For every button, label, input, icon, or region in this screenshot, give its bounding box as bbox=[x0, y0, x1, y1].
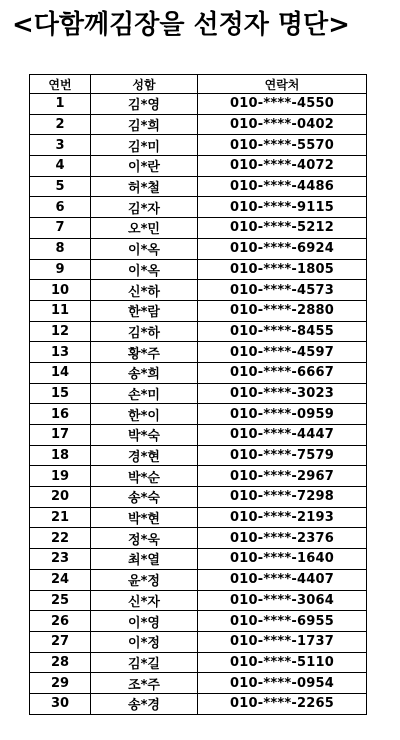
phone-number: 010-****-9115 bbox=[198, 197, 367, 218]
member-name: 이*옥 bbox=[91, 238, 198, 259]
page-title: <다함께김장을 선정자 명단> bbox=[12, 10, 350, 40]
table-row bbox=[30, 300, 367, 321]
row-number: 2 bbox=[30, 114, 91, 135]
member-name: 윤*정 bbox=[91, 569, 198, 590]
column-header-number: 연번 bbox=[30, 75, 91, 94]
phone-number: 010-****-0402 bbox=[198, 114, 367, 135]
phone-number: 010-****-8455 bbox=[198, 321, 367, 342]
row-number: 13 bbox=[30, 342, 91, 363]
row-number: 11 bbox=[30, 300, 91, 321]
table-row bbox=[30, 528, 367, 549]
member-name: 허*철 bbox=[91, 176, 198, 197]
table-row bbox=[30, 673, 367, 694]
row-number: 19 bbox=[30, 466, 91, 487]
row-number: 27 bbox=[30, 631, 91, 652]
row-number: 10 bbox=[30, 280, 91, 301]
row-number: 7 bbox=[30, 218, 91, 239]
row-number: 6 bbox=[30, 197, 91, 218]
member-name: 이*란 bbox=[91, 156, 198, 177]
member-name: 이*정 bbox=[91, 631, 198, 652]
row-number: 24 bbox=[30, 569, 91, 590]
table-row bbox=[30, 362, 367, 383]
member-name: 김*자 bbox=[91, 197, 198, 218]
phone-number: 010-****-4550 bbox=[198, 94, 367, 115]
member-name: 송*숙 bbox=[91, 487, 198, 508]
phone-number: 010-****-6955 bbox=[198, 611, 367, 632]
row-number: 16 bbox=[30, 404, 91, 425]
column-header-phone: 연락처 bbox=[198, 75, 367, 94]
roster-table bbox=[29, 74, 367, 715]
table-row bbox=[30, 569, 367, 590]
phone-number: 010-****-2265 bbox=[198, 693, 367, 714]
phone-number: 010-****-6924 bbox=[198, 238, 367, 259]
phone-number: 010-****-2967 bbox=[198, 466, 367, 487]
member-name: 김*영 bbox=[91, 94, 198, 115]
table-row bbox=[30, 342, 367, 363]
table-row bbox=[30, 114, 367, 135]
row-number: 4 bbox=[30, 156, 91, 177]
row-number: 21 bbox=[30, 507, 91, 528]
member-name: 오*민 bbox=[91, 218, 198, 239]
header-row bbox=[30, 75, 367, 94]
table-row bbox=[30, 135, 367, 156]
table-row bbox=[30, 280, 367, 301]
phone-number: 010-****-4072 bbox=[198, 156, 367, 177]
member-name: 김*희 bbox=[91, 114, 198, 135]
member-name: 박*순 bbox=[91, 466, 198, 487]
phone-number: 010-****-3023 bbox=[198, 383, 367, 404]
row-number: 14 bbox=[30, 362, 91, 383]
phone-number: 010-****-7579 bbox=[198, 445, 367, 466]
phone-number: 010-****-2193 bbox=[198, 507, 367, 528]
member-name: 박*현 bbox=[91, 507, 198, 528]
table-row bbox=[30, 425, 367, 446]
row-number: 29 bbox=[30, 673, 91, 694]
phone-number: 010-****-5110 bbox=[198, 652, 367, 673]
table-row bbox=[30, 238, 367, 259]
table-row bbox=[30, 156, 367, 177]
phone-number: 010-****-5570 bbox=[198, 135, 367, 156]
member-name: 이*영 bbox=[91, 611, 198, 632]
row-number: 25 bbox=[30, 590, 91, 611]
row-number: 20 bbox=[30, 487, 91, 508]
table-row bbox=[30, 321, 367, 342]
row-number: 28 bbox=[30, 652, 91, 673]
member-name: 조*주 bbox=[91, 673, 198, 694]
member-name: 손*미 bbox=[91, 383, 198, 404]
table-row bbox=[30, 383, 367, 404]
phone-number: 010-****-6667 bbox=[198, 362, 367, 383]
member-name: 한*람 bbox=[91, 300, 198, 321]
table-row bbox=[30, 590, 367, 611]
table-row bbox=[30, 507, 367, 528]
member-name: 신*자 bbox=[91, 590, 198, 611]
table-row bbox=[30, 259, 367, 280]
member-name: 김*하 bbox=[91, 321, 198, 342]
member-name: 김*길 bbox=[91, 652, 198, 673]
member-name: 송*경 bbox=[91, 693, 198, 714]
row-number: 18 bbox=[30, 445, 91, 466]
phone-number: 010-****-7298 bbox=[198, 487, 367, 508]
row-number: 15 bbox=[30, 383, 91, 404]
member-name: 신*하 bbox=[91, 280, 198, 301]
row-number: 23 bbox=[30, 549, 91, 570]
member-name: 이*옥 bbox=[91, 259, 198, 280]
phone-number: 010-****-4447 bbox=[198, 425, 367, 446]
member-name: 정*욱 bbox=[91, 528, 198, 549]
table-row bbox=[30, 218, 367, 239]
phone-number: 010-****-0954 bbox=[198, 673, 367, 694]
phone-number: 010-****-1805 bbox=[198, 259, 367, 280]
table-row bbox=[30, 94, 367, 115]
table-row bbox=[30, 549, 367, 570]
table-row bbox=[30, 176, 367, 197]
phone-number: 010-****-5212 bbox=[198, 218, 367, 239]
row-number: 8 bbox=[30, 238, 91, 259]
column-header-name: 성함 bbox=[91, 75, 198, 94]
table-header bbox=[30, 75, 367, 94]
phone-number: 010-****-2376 bbox=[198, 528, 367, 549]
row-number: 22 bbox=[30, 528, 91, 549]
phone-number: 010-****-4597 bbox=[198, 342, 367, 363]
member-name: 김*미 bbox=[91, 135, 198, 156]
row-number: 26 bbox=[30, 611, 91, 632]
row-number: 9 bbox=[30, 259, 91, 280]
row-number: 12 bbox=[30, 321, 91, 342]
member-name: 박*숙 bbox=[91, 425, 198, 446]
phone-number: 010-****-4573 bbox=[198, 280, 367, 301]
member-name: 최*열 bbox=[91, 549, 198, 570]
phone-number: 010-****-4486 bbox=[198, 176, 367, 197]
phone-number: 010-****-2880 bbox=[198, 300, 367, 321]
table-row bbox=[30, 466, 367, 487]
row-number: 3 bbox=[30, 135, 91, 156]
member-name: 한*이 bbox=[91, 404, 198, 425]
row-number: 5 bbox=[30, 176, 91, 197]
table-row bbox=[30, 197, 367, 218]
phone-number: 010-****-4407 bbox=[198, 569, 367, 590]
phone-number: 010-****-0959 bbox=[198, 404, 367, 425]
row-number: 1 bbox=[30, 94, 91, 115]
table-row bbox=[30, 404, 367, 425]
phone-number: 010-****-1640 bbox=[198, 549, 367, 570]
table-row bbox=[30, 487, 367, 508]
phone-number: 010-****-3064 bbox=[198, 590, 367, 611]
table-row bbox=[30, 631, 367, 652]
table-row bbox=[30, 652, 367, 673]
member-name: 경*현 bbox=[91, 445, 198, 466]
member-name: 송*희 bbox=[91, 362, 198, 383]
table-body bbox=[30, 94, 367, 715]
table-row bbox=[30, 611, 367, 632]
roster-table-container bbox=[29, 74, 366, 715]
table-row bbox=[30, 693, 367, 714]
member-name: 황*주 bbox=[91, 342, 198, 363]
phone-number: 010-****-1737 bbox=[198, 631, 367, 652]
row-number: 17 bbox=[30, 425, 91, 446]
table-row bbox=[30, 445, 367, 466]
row-number: 30 bbox=[30, 693, 91, 714]
